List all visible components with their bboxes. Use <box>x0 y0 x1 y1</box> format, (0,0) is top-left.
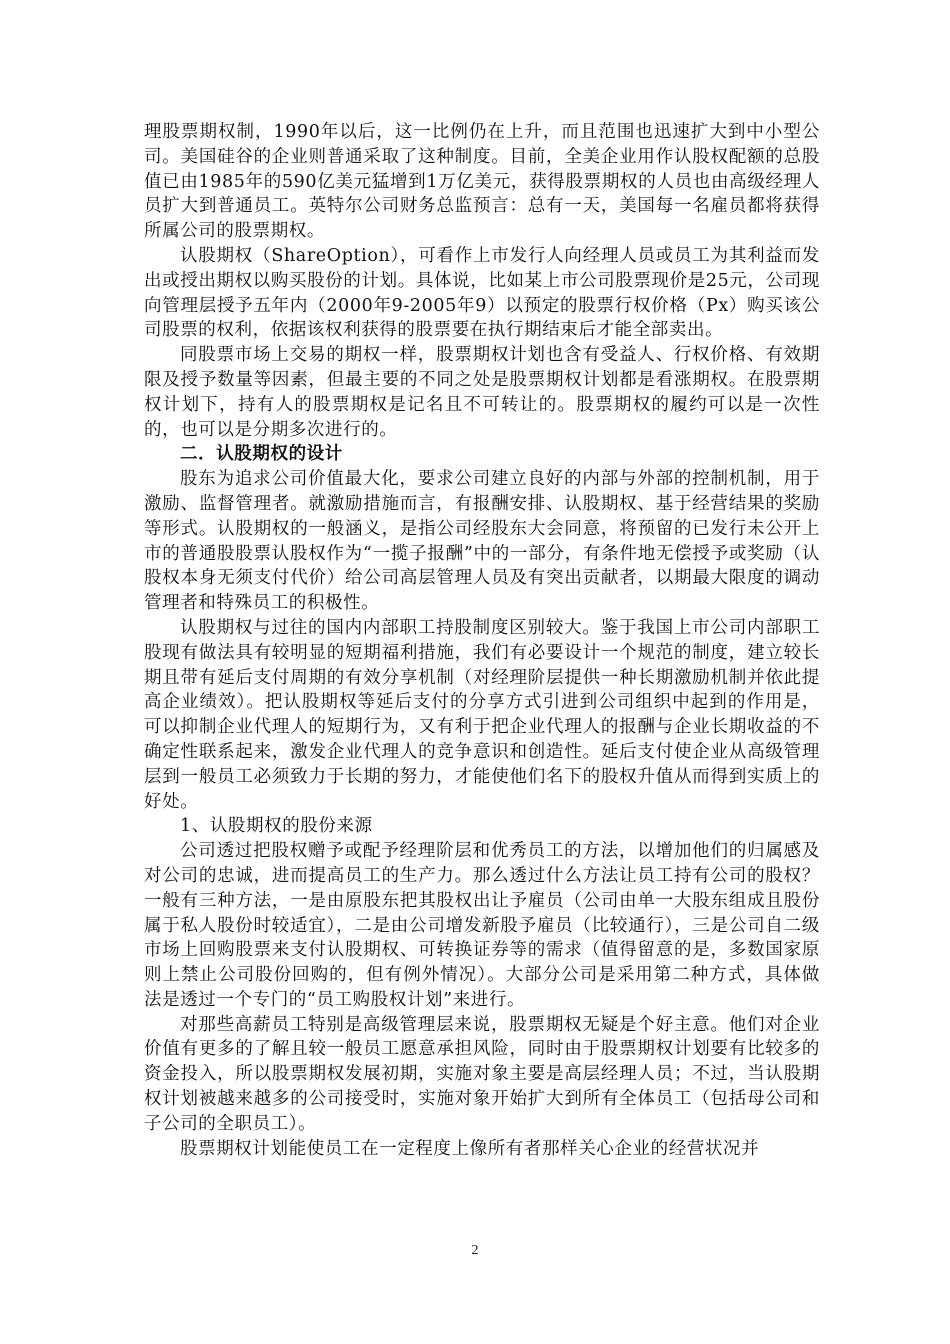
paragraph-continuation: 理股票期权制，1990年以后，这一比例仍在上升，而且范围也迅速扩大到中小型公司。美国硅谷的企业则普通采取了这种制度。目前，全美企业用作认股权配额的总股值已由1985年的590亿美元猛增到1万亿美元，获得股票期权的人员也由高级经理人员扩大到普通员工。英特尔公司财务总监预言：总有一天，美国每一名雇员都将获得所属公司的股票期权。 <box>144 122 820 242</box>
section-heading: 二．认股期权的设计 <box>180 444 343 465</box>
paragraph-option-comparison: 同股票市场上交易的期权一样，股票期权计划也含有受益人、行权价格、有效期限及授予数量等因素，但最主要的不同之处是股票期权计划都是看涨期权。在股票期权计划下，持有人的股票期权是记名且不可转让的。股票期权的履约可以是一次性的，也可以是分期多次进行的。 <box>144 345 820 440</box>
paragraph-share-source: 公司透过把股权赠予或配予经理阶层和优秀员工的方法，以增加他们的归属感及对公司的忠诚，进而提高员工的生产力。那么透过什么方法让员工持有公司的股权？一般有三种方法，一是由原股东把其股权出让予雇员（公司由单一大股东组成且股份属于私人股份时较适宜），二是由公司增发新股予雇员（比较通行），三是公司自二级市场上回购股票来支付认股期权、可转换证券等的需求（值得留意的是，多数国家原则上禁止公司股份回购的，但有例外情况）。大部分公司是采用第二种方式，具体做法是透过一个专门的“员工购股权计划”来进行。 <box>144 841 820 1010</box>
paragraph-shareholder-incentive: 股东为追求公司价值最大化，要求公司建立良好的内部与外部的控制机制，用于激励、监督管理者。就激励措施而言，有报酬安排、认股期权、基于经营结果的奖励等形式。认股期权的一般涵义，是指公司经股东大会同意，将预留的已发行未公开上市的普通股股票认股权作为“一揽子报酬”中的一部分，有条件地无偿授予或奖励（认股权本身无须支付代价）给公司高层管理人员及有突出贡献者，以期最大限度的调动管理者和特殊员工的积极性。 <box>144 469 820 614</box>
paragraph-share-option-definition: 认股期权（ShareOption），可看作上市发行人向经理人员或员工为其利益而发出或授出期权以购买股份的计划。具体说，比如某上市公司股票现价是25元，公司现向管理层授予五年内（2000年9-2005年9）以预定的股票行权价格（Px）购买该公司股票的权利，依据该权利获得的股票要在执行期结束后才能全部卖出。 <box>144 245 820 341</box>
document-body <box>144 120 820 1161</box>
paragraph-final-partial: 股票期权计划能使员工在一定程度上像所有者那样关心企业的经营状况并 <box>180 1138 760 1159</box>
page-number: 2 <box>471 1243 479 1258</box>
subsection-heading: 1、认股期权的股份来源 <box>180 816 373 837</box>
paragraph-domestic-comparison: 认股期权与过往的国内内部职工持股制度区别较大。鉴于我国上市公司内部职工股现有做法具有较明显的短期福利措施，我们有必要设计一个规范的制度，建立较长期且带有延后支付周期的有效分享机制（对经理阶层提供一种长期激励机制并依此提高企业绩效）。把认股期权等延后支付的分享方式引进到公司组织中起到的作用是，可以抑制企业代理人的短期行为，又有利于把企业代理人的报酬与企业长期收益的不确定性联系起来，激发企业代理人的竞争意识和创造性。延后支付使企业从高级管理层到一般员工必须致力于长期的努力，才能使他们名下的股权升值从而得到实质上的好处。 <box>144 617 820 812</box>
paragraph-high-salary-staff: 对那些高薪员工特别是高级管理层来说，股票期权无疑是个好主意。他们对企业价值有更多的了解且较一般员工愿意承担风险，同时由于股票期权计划要有比较多的资金投入，所以股票期权发展初期，实施对象主要是高层经理人员；不过，当认股期权计划被越来越多的公司接受时，实施对象开始扩大到所有全体员工（包括母公司和子公司的全职员工）。 <box>144 1014 820 1134</box>
